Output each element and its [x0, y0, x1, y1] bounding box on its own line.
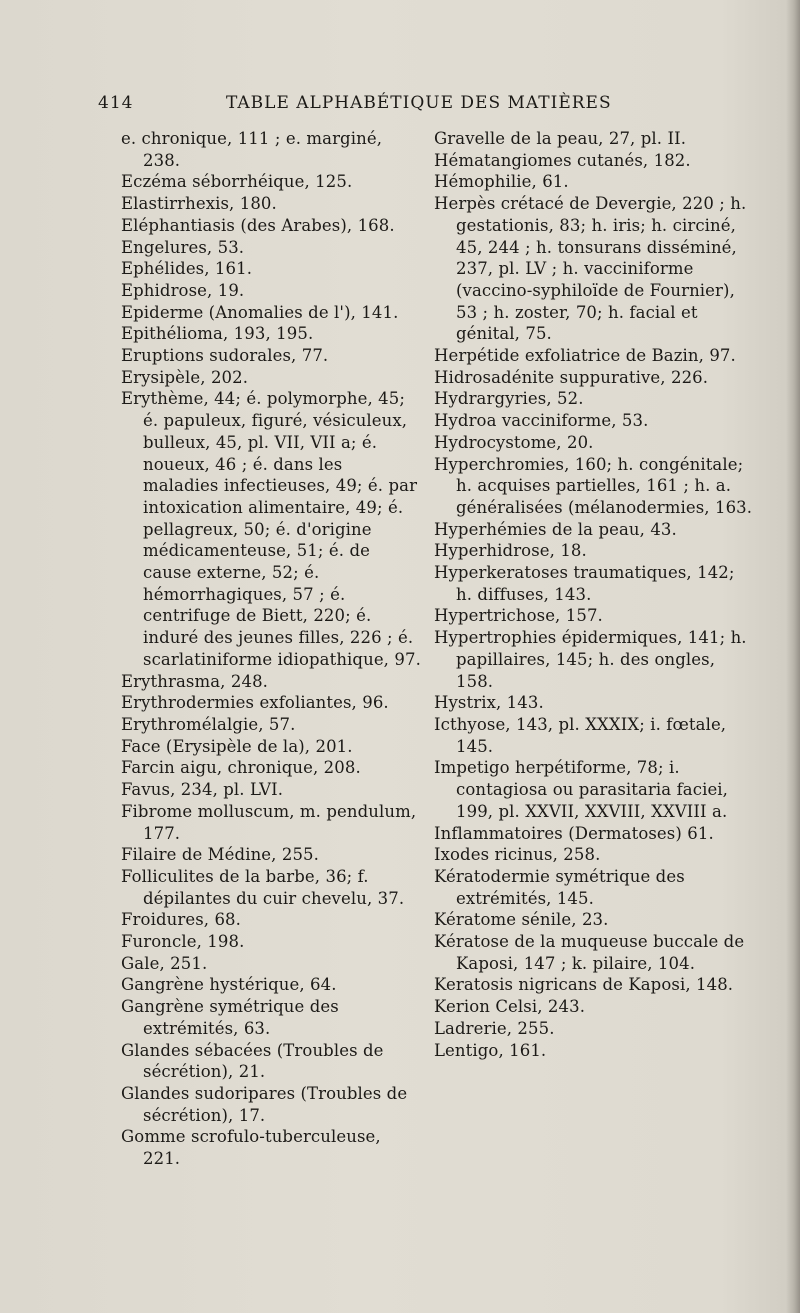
- index-entry: Erythrodermies exfoliantes, 96.: [121, 693, 389, 713]
- index-entry: Eczéma séborrhéique, 125.: [121, 172, 353, 192]
- index-entry: Lentigo, 161.: [434, 1040, 547, 1060]
- index-entry: Herpétide exfoliatrice de Bazin, 97.: [434, 346, 736, 366]
- index-entry: Hystrix, 143.: [434, 693, 544, 713]
- index-entry: Impetigo herpétiforme, 78; i. contagiosa ou parasitaria faciei, 199, pl. XXVII, XXVIII, XXVIII a.: [434, 758, 729, 821]
- index-entry: Hyperkeratoses traumatiques, 142; h. diffuses, 143.: [434, 563, 735, 604]
- index-entry: Gale, 251.: [121, 953, 208, 973]
- index-entry: Kératose de la muqueuse buccale de Kaposi, 147 ; k. pilaire, 104.: [434, 932, 745, 973]
- index-entry: Ephidrose, 19.: [121, 280, 245, 300]
- index-entry: Epiderme (Anomalies de l'), 141.: [121, 302, 399, 322]
- index-entry: Elastirrhexis, 180.: [121, 194, 277, 214]
- index-entry: Hidrosadénite suppurative, 226.: [434, 367, 709, 387]
- index-entry: Fibrome molluscum, m. pendulum, 177.: [121, 801, 417, 843]
- index-entry: Folliculites de la barbe, 36; f. dépilantes du cuir chevelu, 37.: [121, 866, 405, 908]
- index-entry: Keratosis nigricans de Kaposi, 148.: [434, 975, 734, 995]
- index-entry: Furoncle, 198.: [121, 932, 245, 952]
- running-title: TABLE ALPHABÉTIQUE DES MATIÈRES: [226, 93, 612, 113]
- index-entry: Ladrerie, 255.: [434, 1018, 555, 1038]
- index-entry: Hémophilie, 61.: [434, 172, 569, 192]
- index-entry: Eruptions sudorales, 77.: [121, 346, 329, 366]
- index-entry: Ixodes ricinus, 258.: [434, 845, 601, 865]
- index-entry: Herpès crétacé de Devergie, 220 ; h. gestationis, 83; h. iris; h. circiné, 45, 244 ; h. tonsurans disséminé, 237, pl. LV ; h. vacciniforme (vaccino-syphiloïde de Fournier), 53 ; h. zoster, 70; h. facial et génital, 75.: [434, 194, 747, 344]
- index-entry: Kerion Celsi, 243.: [434, 997, 586, 1017]
- index-entry: Gomme scrofulo-tuberculeuse, 221.: [121, 1127, 381, 1169]
- index-entry: Hypertrichose, 157.: [434, 606, 603, 626]
- index-entry: Kératodermie symétrique des extrémités, 145.: [434, 866, 685, 908]
- index-entry: Hydrargyries, 52.: [434, 389, 584, 409]
- page-edge-shadow: [786, 0, 800, 1313]
- index-entry: Epithélioma, 193, 195.: [121, 324, 314, 344]
- index-entry: Favus, 234, pl. LVI.: [121, 780, 284, 800]
- page-number: 414: [98, 93, 134, 113]
- index-entry: Glandes sébacées (Troubles de sécrétion), 21.: [121, 1040, 384, 1082]
- index-entry: Hyperchromies, 160; h. congénitale; h. acquises partielles, 161 ; h. a. généralisées (mélanodermies, 163.: [434, 454, 753, 517]
- index-entry: e. chronique, 111 ; e. marginé, 238.: [121, 129, 383, 170]
- index-entry: Erythromélalgie, 57.: [121, 714, 296, 734]
- index-column-left: [121, 128, 421, 1170]
- index-entry: Froidures, 68.: [121, 910, 241, 930]
- index-entry: Gangrène symétrique des extrémités, 63.: [121, 997, 339, 1038]
- index-column-right: [434, 128, 754, 1061]
- index-entry: Kératome sénile, 23.: [434, 910, 609, 930]
- index-entry: Gravelle de la peau, 27, pl. II.: [434, 129, 687, 148]
- index-entry: Farcin aigu, chronique, 208.: [121, 758, 361, 778]
- index-entry: Ephélides, 161.: [121, 259, 253, 279]
- index-entry: Icthyose, 143, pl. XXXIX; i. fœtale, 145.: [434, 714, 727, 756]
- index-entry: Hyperhémies de la peau, 43.: [434, 519, 677, 539]
- index-entry: Hématangiomes cutanés, 182.: [434, 150, 691, 170]
- index-entry: Erythrasma, 248.: [121, 671, 269, 691]
- index-entry: Erysipèle, 202.: [121, 367, 249, 387]
- index-entry: Filaire de Médine, 255.: [121, 845, 320, 865]
- index-entry: Hyperhidrose, 18.: [434, 541, 587, 561]
- index-entry: Hypertrophies épidermiques, 141; h. papillaires, 145; h. des ongles, 158.: [434, 628, 747, 691]
- index-entry: Hydrocystome, 20.: [434, 432, 594, 452]
- index-entry: Gangrène hystérique, 64.: [121, 975, 337, 995]
- index-entry: Inflammatoires (Dermatoses) 61.: [434, 823, 714, 843]
- index-entry: Hydroa vacciniforme, 53.: [434, 411, 649, 431]
- index-entry: Face (Erysipèle de la), 201.: [121, 736, 353, 756]
- index-entry: Eléphantiasis (des Arabes), 168.: [121, 215, 395, 235]
- index-entry: Erythème, 44; é. polymorphe, 45; é. papuleux, figuré, vésiculeux, bulleux, 45, pl. VII, VII a; é. noueux, 46 ; é. dans les maladies infectieuses, 49; é. par intoxication alimentaire, 49; é. pellagreux, 50; é. d'origine médicamenteuse, 51; é. de cause externe, 52; é. hémorrhagiques, 57 ; é. centrifuge de Biett, 220; é. induré des jeunes filles, 226 ; é. scarlatiniforme idiopathique, 97.: [121, 389, 421, 669]
- index-entry: Glandes sudoripares (Troubles de sécrétion), 17.: [121, 1083, 408, 1125]
- index-entry: Engelures, 53.: [121, 237, 245, 257]
